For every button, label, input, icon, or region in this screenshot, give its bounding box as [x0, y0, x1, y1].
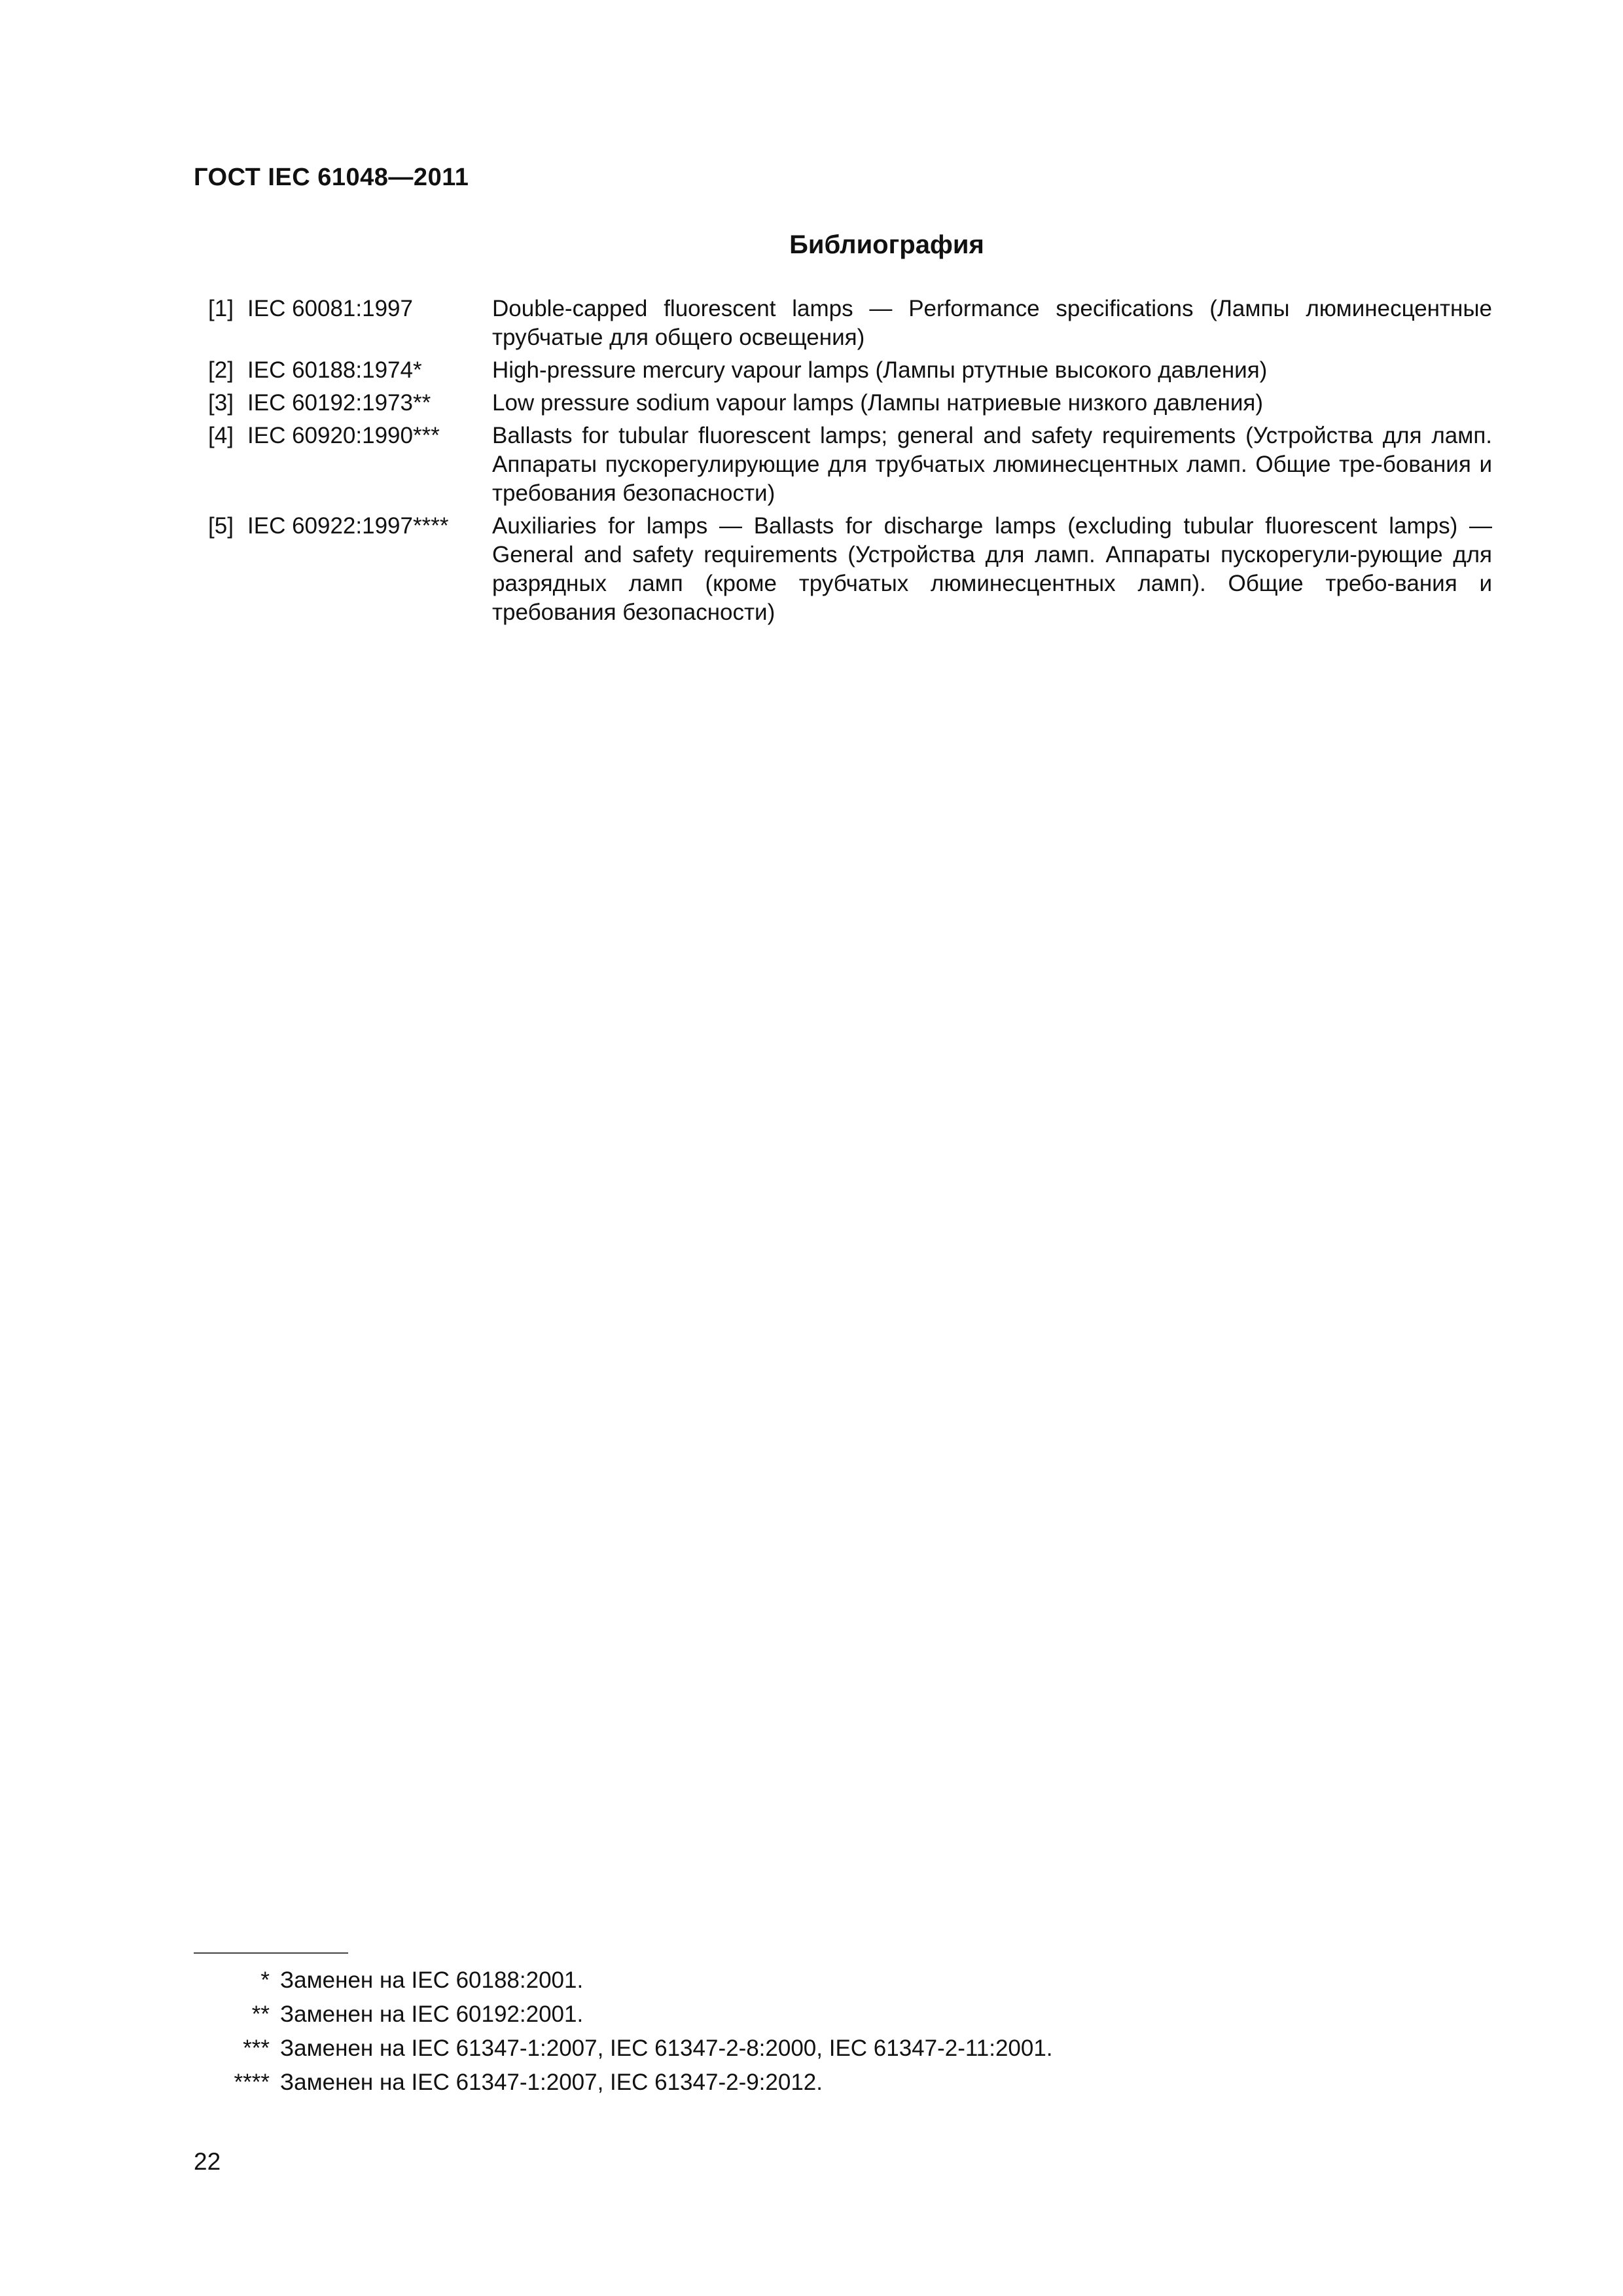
entry-number: [3] — [208, 390, 234, 416]
footnote-text: Заменен на IEC 61347-1:2007, IEC 61347-2-8:2000, IEC 61347-2-11:2001. — [280, 2036, 1053, 2061]
footnote — [194, 1998, 1437, 2032]
footnote-separator — [194, 1952, 348, 1954]
entry-number: [4] — [208, 423, 234, 448]
bibliography-entry — [208, 389, 1492, 418]
entry-code: IEC 60081:1997 — [247, 296, 413, 321]
entry-title: Double-capped fluorescent lamps — Performance specifications (Лампы люминесцентные трубчатые для общего освещения) — [492, 296, 1492, 350]
entry-title: Ballasts for tubular fluorescent lamps; general and safety requirements (Устройства для ламп. Аппараты пускорегулирующие для трубчатых люминесцентных ламп. Общие тре-бования и требования безопасности) — [492, 423, 1492, 506]
footnote-text: Заменен на IEC 61347-1:2007, IEC 61347-2-9:2012. — [280, 2070, 823, 2095]
entry-code: IEC 60922:1997**** — [247, 513, 449, 539]
page-number: 22 — [194, 2148, 221, 2175]
entry-title: Auxiliaries for lamps — Ballasts for discharge lamps (excluding tubular fluorescent lamps) — General and safety requirements (Устройства для ламп. Аппараты пускорегули-рующие для разрядных ламп (кроме трубчатых люминесцентных ламп). Общие требо-вания и требования безопасности) — [492, 513, 1492, 625]
footnote — [194, 1964, 1437, 1998]
entry-number: [5] — [208, 513, 234, 539]
footnote-mark: *** — [243, 2036, 270, 2061]
entry-title: Low pressure sodium vapour lamps (Лампы натриевые низкого давления) — [492, 390, 1264, 416]
standard-designation: ГОСТ IEC 61048—2011 — [194, 164, 469, 191]
bibliography-title: Библиография — [789, 230, 984, 259]
footnote-mark: * — [260, 1967, 270, 1993]
bibliography-entry — [208, 512, 1492, 627]
entry-title: High-pressure mercury vapour lamps (Лампы ртутные высокого давления) — [492, 357, 1268, 383]
bibliography-entry — [208, 356, 1492, 385]
entry-number: [1] — [208, 296, 234, 321]
bibliography-list — [208, 295, 1492, 627]
bibliography-entry — [208, 422, 1492, 508]
entry-code: IEC 60920:1990*** — [247, 423, 440, 448]
footnote — [194, 2032, 1437, 2066]
footnote-mark: ** — [251, 2001, 270, 2027]
footnote-mark: **** — [234, 2070, 270, 2095]
entry-code: IEC 60192:1973** — [247, 390, 431, 416]
footnote — [194, 2066, 1437, 2100]
footnotes — [194, 1964, 1437, 2100]
footnote-text: Заменен на IEC 60192:2001. — [280, 2001, 584, 2027]
footnote-text: Заменен на IEC 60188:2001. — [280, 1967, 584, 1993]
entry-code: IEC 60188:1974* — [247, 357, 422, 383]
entry-number: [2] — [208, 357, 234, 383]
bibliography-entry — [208, 295, 1492, 352]
